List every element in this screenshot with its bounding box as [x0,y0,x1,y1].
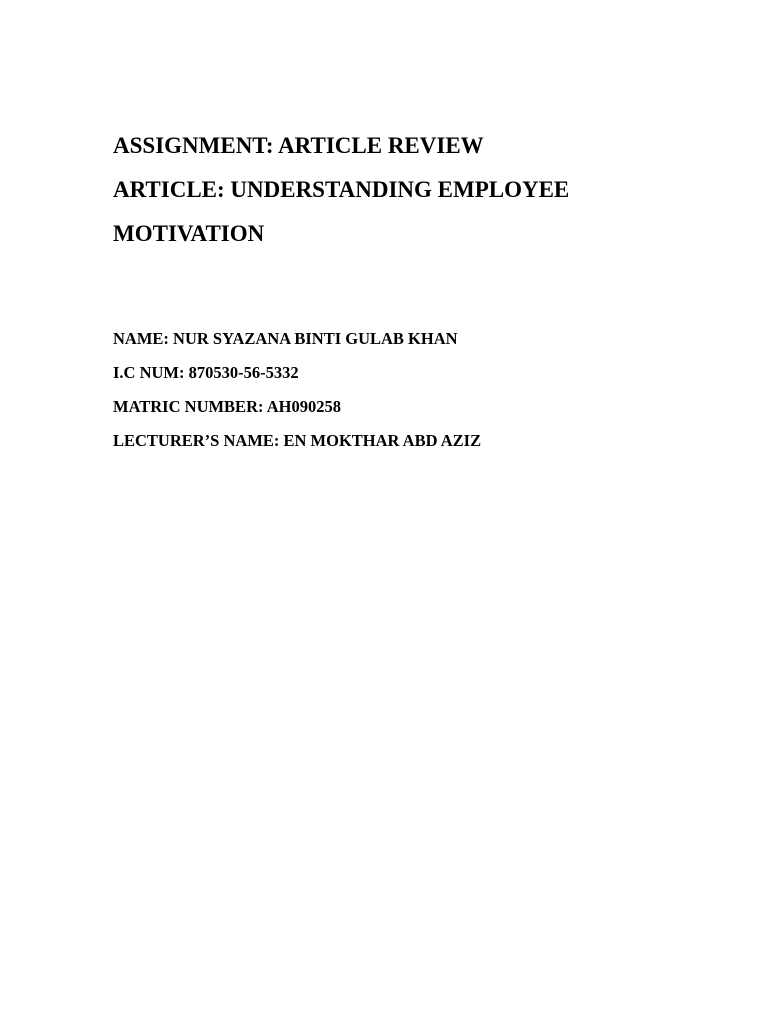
student-details [113,322,713,458]
student-name: NAME: NUR SYAZANA BINTI GULAB KHAN [113,329,458,348]
article-title-line-2: MOTIVATION [113,221,265,246]
article-title-line-1: ARTICLE: UNDERSTANDING EMPLOYEE [113,177,570,202]
title-block [113,124,713,256]
assignment-title: ASSIGNMENT: ARTICLE REVIEW [113,133,484,158]
lecturer-name: LECTURER’S NAME: EN MOKTHAR ABD AZIZ [113,431,482,450]
matric-number: MATRIC NUMBER: AH090258 [113,397,341,416]
ic-number: I.C NUM: 870530-56-5332 [113,363,299,382]
